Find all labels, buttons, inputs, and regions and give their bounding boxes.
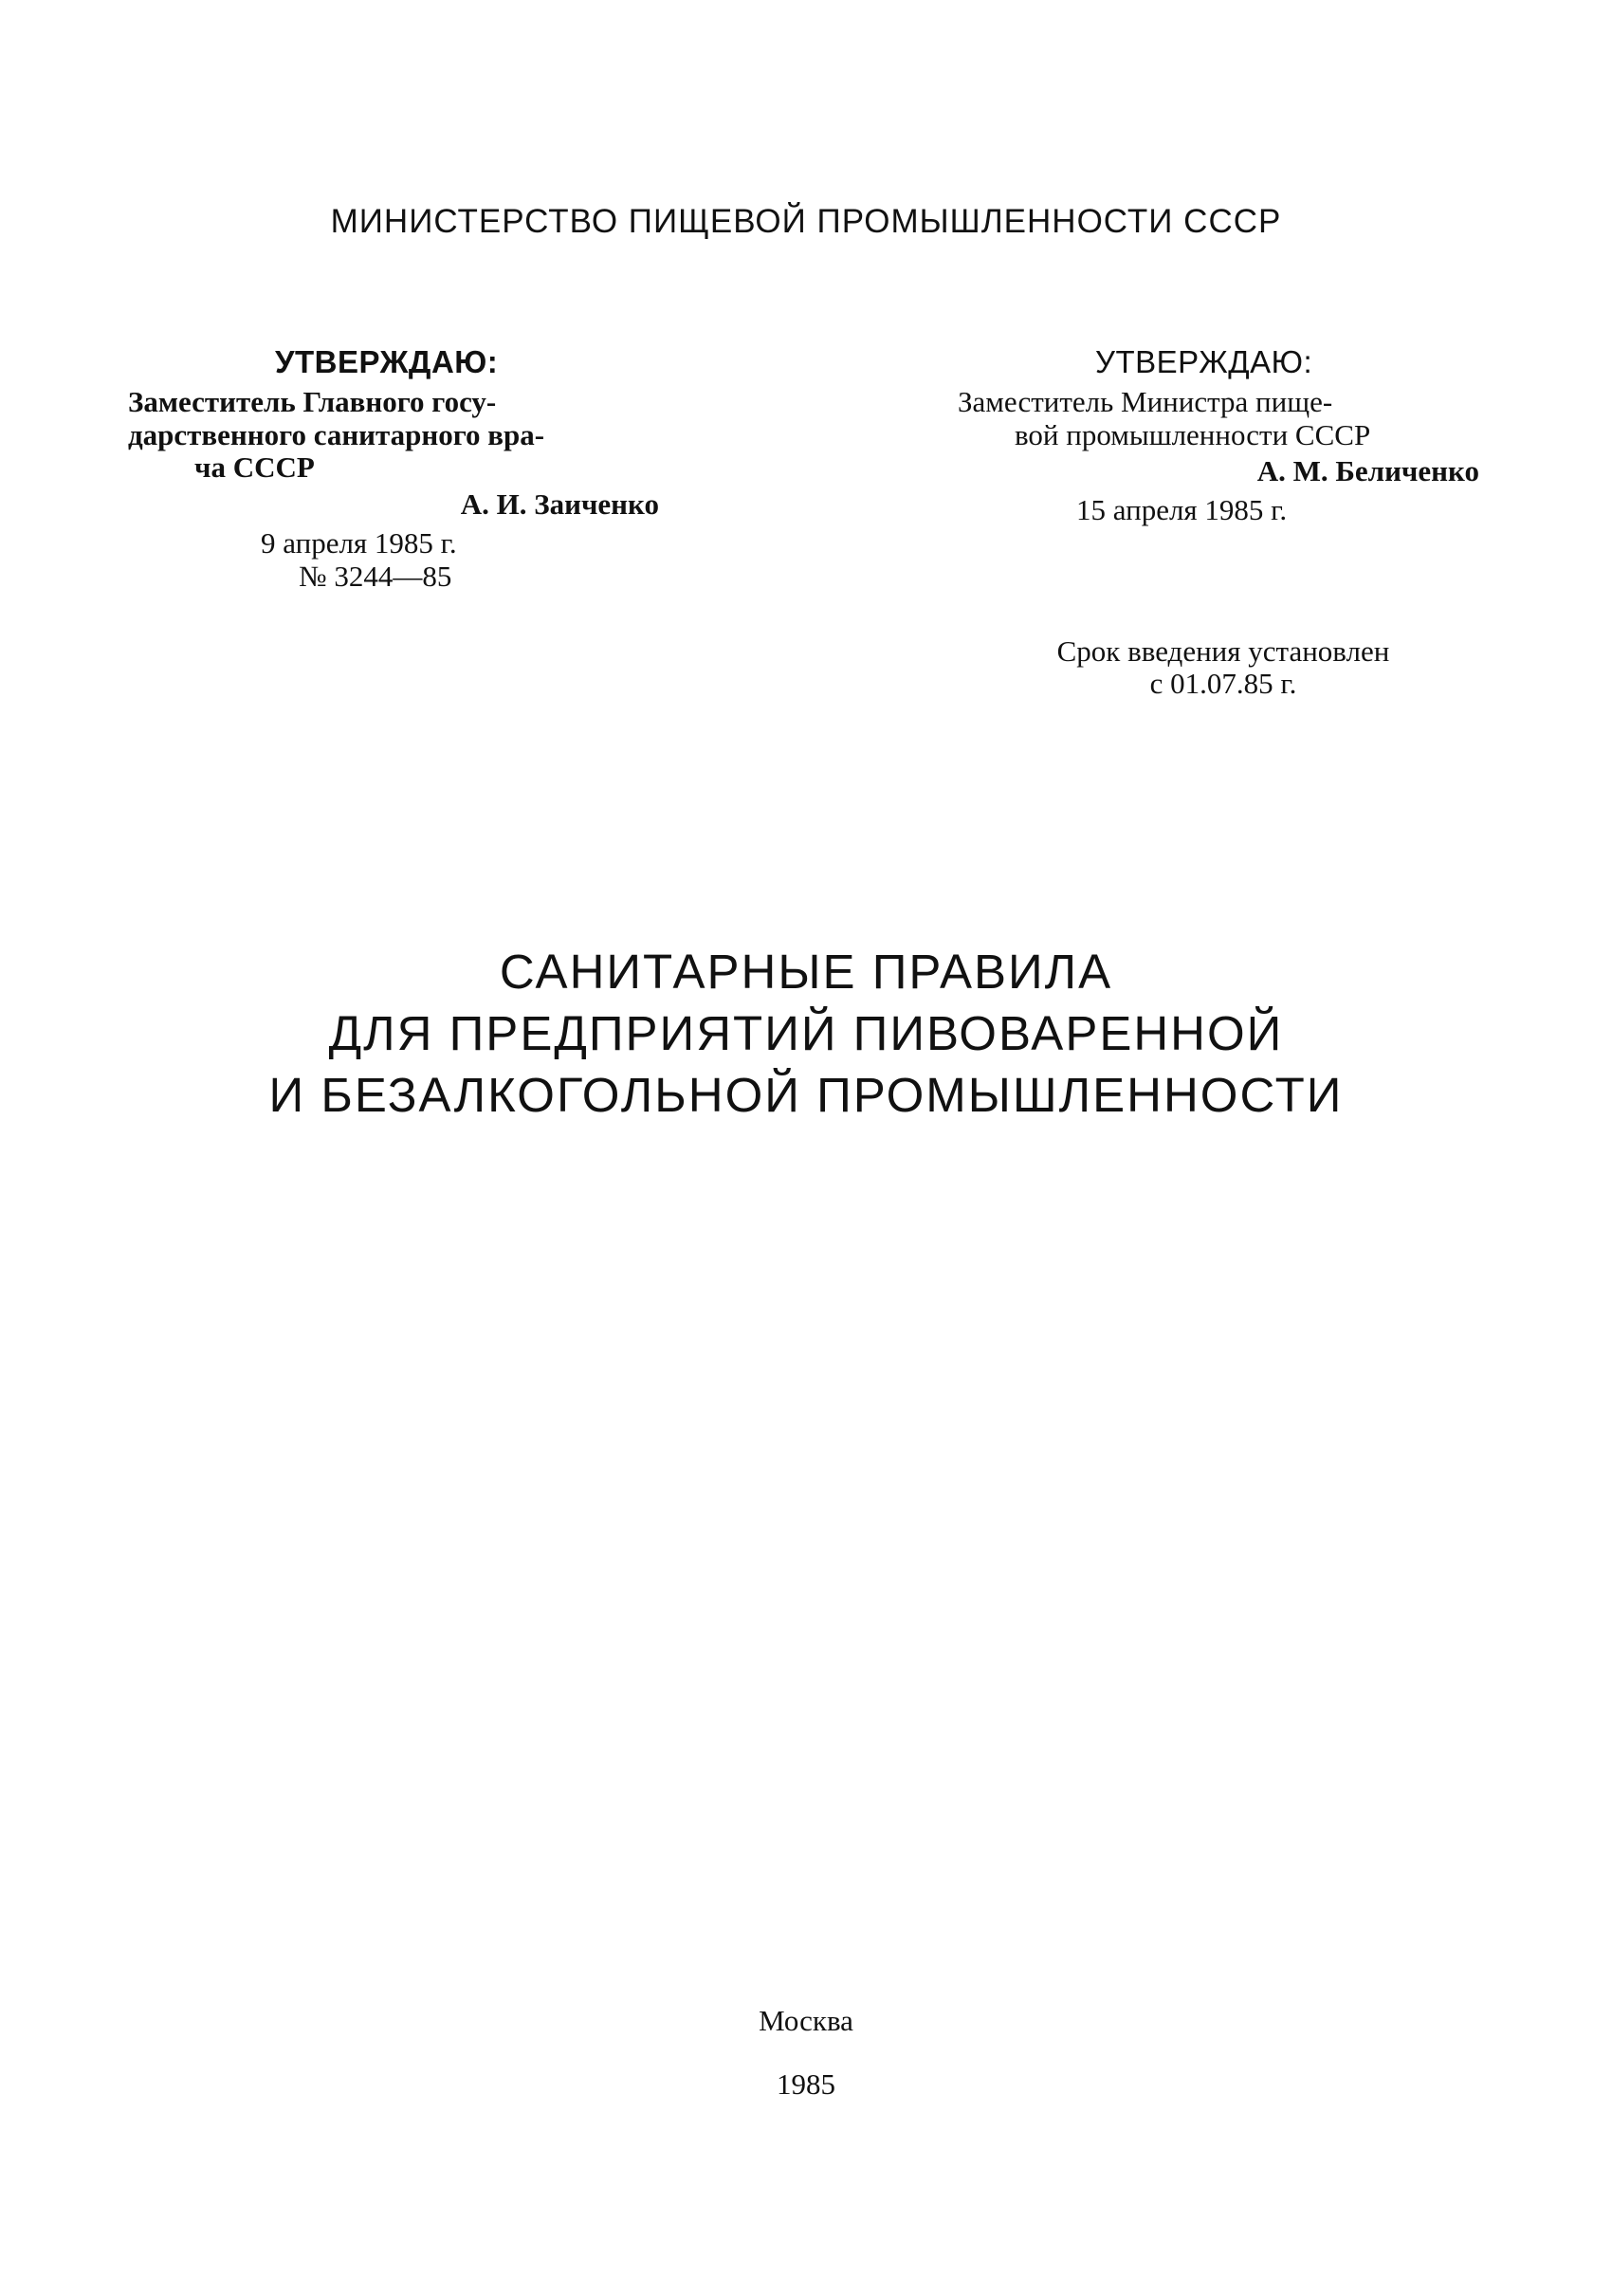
document-title <box>0 942 1612 1126</box>
left-approval-block <box>128 345 659 593</box>
left-approval-date: 9 апреля 1985 г. <box>261 525 457 560</box>
right-approval-role <box>958 386 1479 451</box>
left-approval-heading: УТВЕРЖДАЮ: <box>275 344 499 379</box>
left-role-line-1: Заместитель Главного госу- <box>128 384 497 418</box>
ministry-header: МИНИСТЕРСТВО ПИЩЕВОЙ ПРОМЫШЛЕННОСТИ СССР <box>330 203 1282 240</box>
left-approval-signer: А. И. Заиченко <box>460 487 659 522</box>
imprint-city: Москва <box>759 2004 853 2037</box>
right-approval-block <box>958 345 1479 527</box>
left-approval-role <box>128 386 659 485</box>
imprint-year: 1985 <box>777 2067 835 2101</box>
left-role-line-3: ча СССР <box>194 450 315 485</box>
right-role-line-1: Заместитель Министра пище- <box>958 384 1333 418</box>
right-role-line-2: вой промышленности СССР <box>1015 417 1371 451</box>
right-approval-heading: УТВЕРЖДАЮ: <box>1095 344 1313 379</box>
title-line-2: ДЛЯ ПРЕДПРИЯТИЙ ПИВОВАРЕННОЙ <box>328 1005 1284 1060</box>
left-role-line-2: дарственного санитарного вра- <box>128 417 545 451</box>
right-approval-signer: А. М. Беличенко <box>1256 454 1479 488</box>
effective-date-note <box>996 635 1451 700</box>
right-approval-date: 15 апреля 1985 г. <box>1076 493 1288 527</box>
title-line-1: САНИТАРНЫЕ ПРАВИЛА <box>499 945 1113 999</box>
effective-line-2: с 01.07.85 г. <box>1149 667 1297 701</box>
effective-line-1: Срок введения установлен <box>1056 634 1390 668</box>
title-line-3: И БЕЗАЛКОГОЛЬНОЙ ПРОМЫШЛЕННОСТИ <box>268 1067 1344 1122</box>
left-approval-number: № 3244—85 <box>299 559 452 593</box>
